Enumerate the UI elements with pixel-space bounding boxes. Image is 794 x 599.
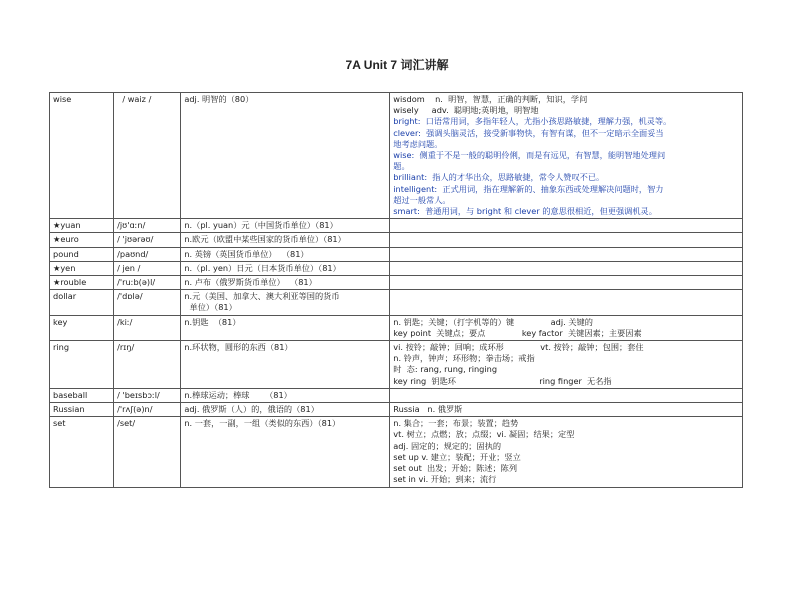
word-cell: ★rouble xyxy=(50,276,114,290)
phonetic-cell: /jʊ'ɑːn/ xyxy=(114,219,181,233)
word-cell: ★yen xyxy=(50,261,114,275)
meaning-line: n.棒球运动；棒球 （81） xyxy=(184,389,292,400)
note-line: set out 出发；开始；陈述；陈列 xyxy=(393,463,518,474)
meaning-cell xyxy=(181,341,390,389)
meaning-cell xyxy=(181,261,390,275)
note-line: 题。 xyxy=(393,161,410,172)
phonetic-cell: /'dɒlə/ xyxy=(114,290,181,315)
vocab-row xyxy=(50,261,743,275)
meaning-line: n.元（美国、加拿大、澳大利亚等国的货币 xyxy=(184,291,340,302)
note-line: smart: 普通用词，与 bright 和 clever 的意思很相近，但更强调机灵。 xyxy=(393,206,657,217)
vocab-row xyxy=(50,388,743,402)
notes-cell xyxy=(390,93,743,219)
vocab-row xyxy=(50,315,743,340)
meaning-cell xyxy=(181,247,390,261)
vocab-row xyxy=(50,403,743,417)
meaning-cell xyxy=(181,403,390,417)
meaning-line: n. 英镑（英国货币单位） （81） xyxy=(184,248,309,259)
meaning-cell xyxy=(181,388,390,402)
meaning-cell xyxy=(181,276,390,290)
word-cell: key xyxy=(50,315,114,340)
phonetic-cell: /paʊnd/ xyxy=(114,247,181,261)
note-line: n. 铃声，钟声；环形物；拳击场；戒指 xyxy=(393,353,535,364)
notes-cell xyxy=(390,417,743,487)
note-line: 超过一般常人。 xyxy=(393,194,451,205)
meaning-line: n.环状物，圆形的东西（81） xyxy=(184,342,293,353)
meaning-line: 单位）（81） xyxy=(184,302,237,313)
phonetic-cell: / 'jʊərəʊ/ xyxy=(114,233,181,247)
notes-cell xyxy=(390,219,743,233)
note-line: Russia n. 俄罗斯 xyxy=(393,404,463,415)
note-line: intelligent: 正式用词，指在理解新的、抽象东西或处理解决问题时，智力 xyxy=(393,183,664,194)
phonetic-cell: /'rʌʃ(ə)n/ xyxy=(114,403,181,417)
note-line: n. 集合；一套；布景；装置；趋势 xyxy=(393,418,519,429)
word-cell: pound xyxy=(50,247,114,261)
vocabulary-table xyxy=(49,92,743,488)
note-line: vt. 树立；点燃；放；点缀；vi. 凝固；结果；定型 xyxy=(393,429,575,440)
note-line: brilliant: 指人的才华出众，思路敏捷，常令人赞叹不已。 xyxy=(393,172,605,183)
note-line: set in vi. 开始；到来；流行 xyxy=(393,474,497,485)
note-line: 时 态: rang, rung, ringing xyxy=(393,364,498,375)
meaning-cell xyxy=(181,233,390,247)
phonetic-cell: /'ruːb(ə)l/ xyxy=(114,276,181,290)
notes-cell xyxy=(390,276,743,290)
word-cell: set xyxy=(50,417,114,487)
meaning-line: n.钥匙 （81） xyxy=(184,316,241,327)
word-cell: ★yuan xyxy=(50,219,114,233)
phonetic-cell: /kiː/ xyxy=(114,315,181,340)
meaning-line: n. 一套，一副，一组（类似的东西）（81） xyxy=(184,418,341,429)
note-line: 地考虑问题。 xyxy=(393,138,443,149)
meaning-cell xyxy=(181,219,390,233)
meaning-cell xyxy=(181,93,390,219)
note-line: wisdom n. 明智，智慧，正确的判断，知识，学问 xyxy=(393,94,588,104)
page-title: 7A Unit 7 词汇讲解 xyxy=(345,58,449,72)
phonetic-cell: / jen / xyxy=(114,261,181,275)
note-line: wisely adv. 聪明地;英明地，明智地 xyxy=(393,105,539,116)
notes-cell xyxy=(390,388,743,402)
note-line: key point 关键点；要点 key factor 关键因素；主要因素 xyxy=(393,327,642,338)
notes-cell xyxy=(390,341,743,389)
meaning-line: n.（pl. yen）日元（日本货币单位）（81） xyxy=(184,262,341,273)
word-cell: ★euro xyxy=(50,233,114,247)
vocab-row xyxy=(50,247,743,261)
notes-cell xyxy=(390,403,743,417)
phonetic-cell: /rɪŋ/ xyxy=(114,341,181,389)
meaning-line: adj. 俄罗斯（人）的，俄语的（81） xyxy=(184,404,319,415)
note-line: key ring 钥匙环 ring finger 无名指 xyxy=(393,375,612,386)
word-cell: dollar xyxy=(50,290,114,315)
word-cell: ring xyxy=(50,341,114,389)
meaning-line: n.（pl. yuan）元（中国货币单位）（81） xyxy=(184,220,338,231)
vocab-row xyxy=(50,417,743,487)
vocab-row xyxy=(50,219,743,233)
vocab-row xyxy=(50,233,743,247)
notes-cell xyxy=(390,290,743,315)
meaning-line: adj. 明智的（80） xyxy=(184,94,254,104)
notes-cell xyxy=(390,247,743,261)
note-line: n. 钥匙；关键；（打字机等的）键 adj. 关键的 xyxy=(393,316,593,327)
phonetic-cell: / 'beɪsbɔːl/ xyxy=(114,388,181,402)
note-line: set up v. 建立；装配；开业；竖立 xyxy=(393,451,521,462)
word-cell: wise xyxy=(50,93,114,219)
meaning-line: n. 卢布（俄罗斯货币单位） （81） xyxy=(184,277,317,288)
vocab-row xyxy=(50,290,743,315)
word-cell: baseball xyxy=(50,388,114,402)
notes-cell xyxy=(390,315,743,340)
note-line: clever: 强调头脑灵活，接受新事物快，有智有谋，但不一定暗示全面妥当 xyxy=(393,127,664,138)
vocabulary-table-body xyxy=(50,93,743,488)
note-line: bright: 口语常用词，多指年轻人，尤指小孩思路敏捷，理解力强，机灵等。 xyxy=(393,116,672,127)
meaning-cell xyxy=(181,315,390,340)
notes-cell xyxy=(390,261,743,275)
phonetic-cell: /set/ xyxy=(114,417,181,487)
note-line: vi. 按铃；敲钟；回响；成环形 vt. 按铃；敲钟；包围；套住 xyxy=(393,342,644,353)
meaning-cell xyxy=(181,290,390,315)
meaning-line: n.欧元（欧盟中某些国家的货币单位）（81） xyxy=(184,234,346,245)
note-line: wise: 侧重于不是一般的聪明伶俐，而是有远见，有智慧，能明智地处理问 xyxy=(393,150,666,161)
notes-cell xyxy=(390,233,743,247)
note-line: adj. 固定的；规定的；固执的 xyxy=(393,440,502,451)
vocab-row xyxy=(50,93,743,219)
vocab-row xyxy=(50,276,743,290)
meaning-cell xyxy=(181,417,390,487)
phonetic-cell: / waiz / xyxy=(114,93,181,219)
vocab-row xyxy=(50,341,743,389)
word-cell: Russian xyxy=(50,403,114,417)
